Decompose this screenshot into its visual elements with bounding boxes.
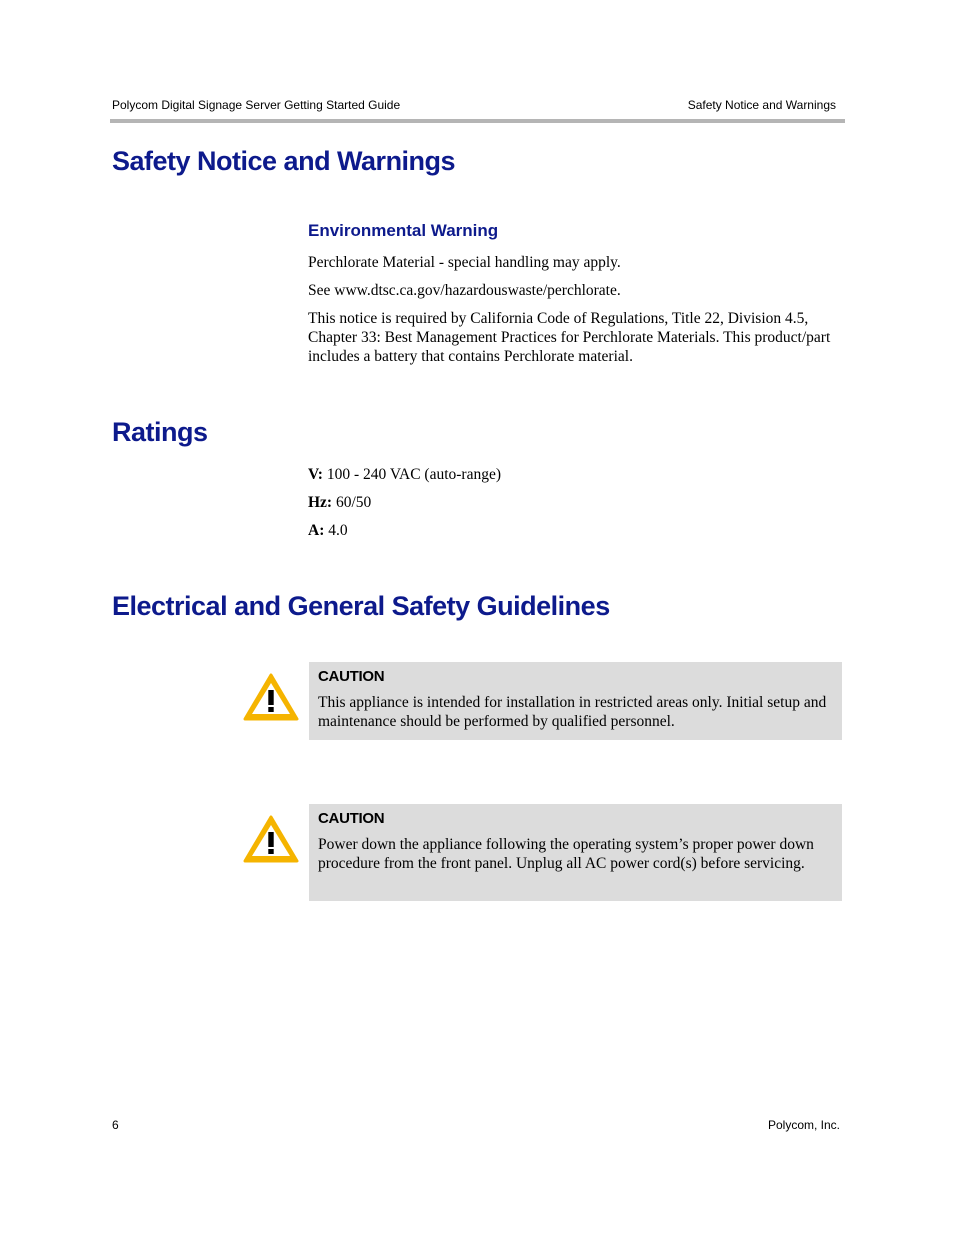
rating-frequency-value: 60/50	[332, 494, 372, 511]
rating-voltage	[308, 465, 848, 484]
caution-title-2: CAUTION	[318, 810, 385, 827]
section-title-safety: Safety Notice and Warnings	[112, 146, 456, 176]
subheading-environmental-warning: Environmental Warning	[308, 221, 499, 240]
caution-text-2: Power down the appliance following the operating system’s proper power down procedure from the front panel. Unplug all AC power cord(s) before servicing.	[318, 836, 814, 872]
section-title-ratings: Ratings	[112, 417, 208, 447]
caution-text-1: This appliance is intended for installation in restricted areas only. Initial setup and maintenance should be performed by qualified personnel.	[318, 694, 827, 730]
paragraph-notice: This notice is required by California Code of Regulations, Title 22, Division 4.5, Chapter 33: Best Management Practices for Perchlorate Materials. This product/part includes a battery that contains Perchlorate material.	[308, 310, 831, 365]
paragraph-see-url: See www.dtsc.ca.gov/hazardouswaste/perchlorate.	[308, 282, 621, 299]
running-header-section: Safety Notice and Warnings	[687, 98, 836, 112]
paragraph-perchlorate: Perchlorate Material - special handling may apply.	[308, 254, 621, 271]
rating-voltage-label: V:	[308, 466, 323, 483]
rating-voltage-value: 100 - 240 VAC (auto-range)	[322, 466, 502, 483]
header-rule	[110, 119, 845, 123]
rating-current-value: 4.0	[324, 522, 348, 539]
running-header-title: Polycom Digital Signage Server Getting Started Guide	[112, 98, 401, 112]
rating-frequency-label: Hz:	[308, 494, 333, 511]
rating-current	[308, 521, 848, 540]
footer-company: Polycom, Inc.	[767, 1118, 840, 1132]
rating-current-label: A:	[308, 522, 325, 539]
caution-title-1: CAUTION	[318, 668, 385, 685]
page-number: 6	[112, 1118, 119, 1132]
warning-triangle-icon	[242, 672, 300, 722]
section-title-electrical: Electrical and General Safety Guidelines	[112, 591, 610, 621]
caution-box-1	[309, 662, 842, 740]
caution-box-2	[309, 804, 842, 901]
rating-frequency	[308, 493, 848, 512]
warning-triangle-icon	[242, 814, 300, 864]
